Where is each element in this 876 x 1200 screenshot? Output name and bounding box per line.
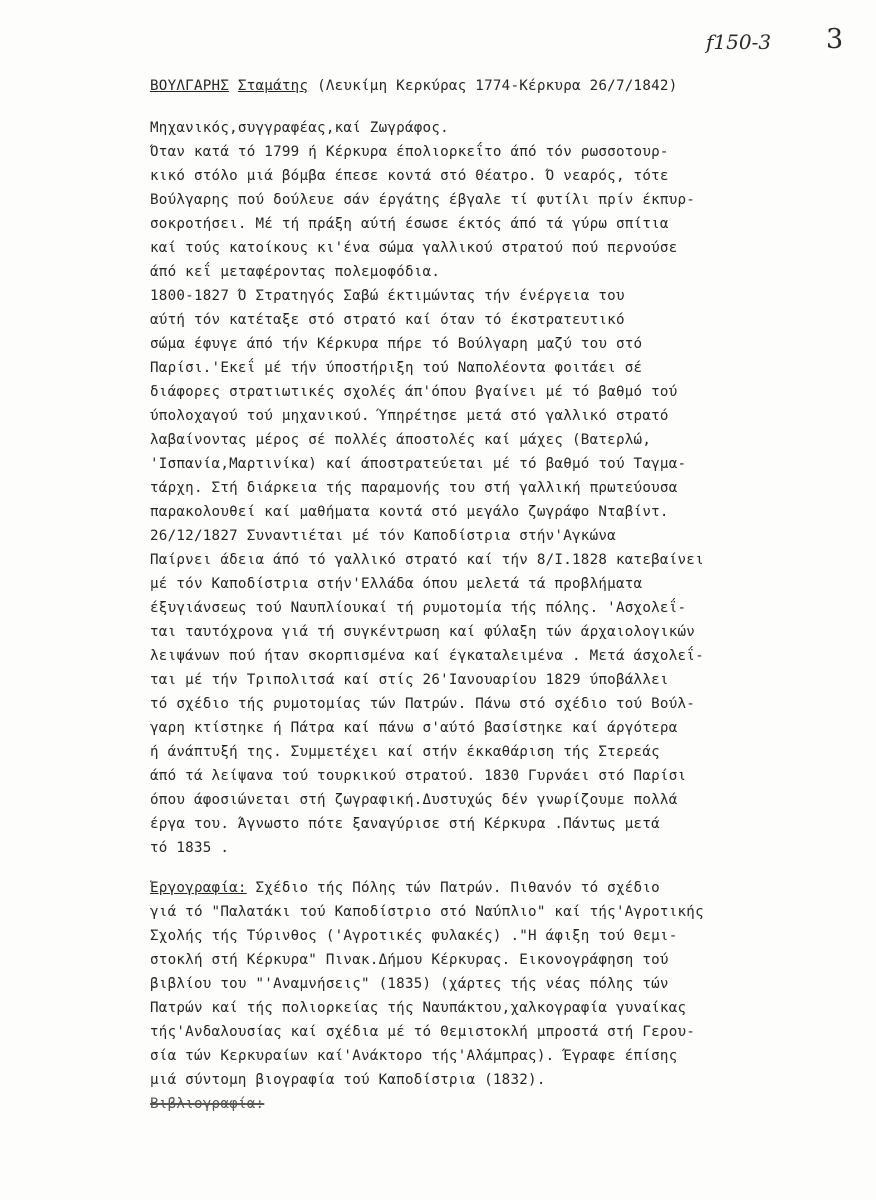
works-line: μιά σύντομη βιογραφία τού Καποδίστρια (1832). (150, 1072, 546, 1088)
entry-given-name: Σταμάτης (237, 78, 309, 94)
bio-line: 26/12/1827 Συναντιέται μέ τόν Καποδίστρια στήν'Αγκώνα (150, 528, 616, 544)
bio-line: έργα του. Άγνωστο πότε ξαναγύρισε στή Κέρκυρα .Πάντως μετά (150, 816, 660, 832)
bio-line: αύτή τόν κατέταξε στό στρατό καί όταν τό έκστρατευτικό (150, 312, 625, 328)
bio-line: ή άνάπτυξή της. Συμμετέχει καί στήν έκκαθάριση τής Στερεάς (150, 744, 660, 760)
entry-title-line (150, 74, 850, 98)
works-line: σία τών Κερκυραίων καί'Ανάκτορο τής'Αλάμπρας). Έγραφε έπίσης (150, 1048, 678, 1064)
bio-line: 'Ισπανία,Μαρτινίκα) καί άποστρατεύεται μέ τό βαθμό τού Ταγμα- (150, 456, 687, 472)
bio-line: παρακολουθεί καί μαθήματα κοντά στό μεγάλο ζωγράφο Νταβίντ. (150, 504, 669, 520)
bio-line: σοκροτήσει. Μέ τή πράξη αύτή έσωσε έκτός άπό τά γύρω σπίτια (150, 216, 669, 232)
bio-line: άπό κεΐ μεταφέροντας πολεμοφόδια. (150, 264, 441, 280)
bio-line: σώμα έφυγε άπό τήν Κέρκυρα πήρε τό Βούλγαρη μαζύ του στό (150, 336, 643, 352)
bio-line: τό 1835 . (150, 840, 230, 856)
bio-line: 1800-1827 Ό Στρατηγός Σαβώ έκτιμώντας τήν ένέργεια του (150, 288, 625, 304)
archive-reference: f150-3 (706, 30, 772, 54)
bio-line: λειψάνων πού ήταν σκορπισμένα καί έγκαταλειμένα . Μετά άσχολεΐ- (150, 648, 704, 664)
bio-line: Παίρνει άδεια άπό τό γαλλικό στρατό καί τήν 8/Ι.1828 κατεβαίνει (150, 552, 704, 568)
bio-line: κικό στόλο μιά βόμβα έπεσε κοντά στό Θέατρο. Ό νεαρός, τότε (150, 168, 669, 184)
entry-roles: Μηχανικός,συγγραφέας,καί Ζωγράφος. (150, 120, 449, 136)
entry-dates: (Λευκίμη Κερκύρας 1774-Κέρκυρα 26/7/1842) (317, 78, 678, 94)
works-first-line (150, 876, 850, 900)
bio-line: όπου άφοσιώνεται στή ζωγραφική.Δυστυχώς δέν γνωρίζουμε πολλά (150, 792, 678, 808)
works-line: Πατρών καί τής πολιορκείας τής Ναυπάκτου,χαλκογραφία γυναίκας (150, 1000, 687, 1016)
works-line-text: Σχέδιο τής Πόλης τών Πατρών. Πιθανόν τό σχέδιο (246, 880, 660, 896)
bio-line: Βούλγαρης πού δούλευε σάν έργάτης έβγαλε τί φυτίλι πρίν έκπυρ- (150, 192, 696, 208)
entry-surname: ΒΟΥΛΓΑΡΗΣ (150, 78, 230, 94)
works-line: τής'Ανδαλουσίας καί σχέδια μέ τό Θεμιστοκλή μπροστά στή Γερου- (150, 1024, 696, 1040)
works-line: στοκλή στή Κέρκυρα" Πινακ.Δήμου Κέρκυρας. Εικονογράφηση τού (150, 952, 669, 968)
works-label: Έργογραφία: (150, 880, 247, 896)
struck-out-line (150, 1092, 850, 1116)
bio-line: ται μέ τήν Τριπολιτσά καί στίς 26'Ιανουαρίου 1829 ύποβάλλει (150, 672, 669, 688)
bio-line: μέ τόν Καποδίστρια στήν'Ελλάδα όπου μελετά τά προβλήματα (150, 576, 643, 592)
bio-line: Παρίσι.'Εκεΐ μέ τήν ύποστήριξη τού Ναπολέοντα φοιτάει σέ (150, 360, 643, 376)
bio-line: τάρχη. Στή διάρκεια τής παραμονής του στή γαλλική πρωτεύουσα (150, 480, 678, 496)
bio-line: διάφορες στρατιωτικές σχολές άπ'όπου βγαίνει μέ τό βαθμό τού (150, 384, 678, 400)
struck-out-text: Βιβλιογραφία: (150, 1096, 265, 1112)
typed-text-body (150, 74, 850, 1116)
bio-line: γαρη κτίστηκε ή Πάτρα καί πάνω σ'αύτό βασίστηκε καί άργότερα (150, 720, 678, 736)
bio-line: ύπολοχαγού τού μηχανικού. Ύπηρέτησε μετά στό γαλλικό στρατό (150, 408, 669, 424)
works-line: βιβλίου του "'Αναμνήσεις" (1835) (χάρτες τής νέας πόλης τών (150, 976, 669, 992)
bio-line: λαβαίνοντας μέρος σέ πολλές άποστολές καί μάχες (Βατερλώ, (150, 432, 652, 448)
bio-line: έξυγιάνσεως τού Ναυπλίουκαί τή ρυμοτομία τής πόλης. 'Ασχολεΐ- (150, 600, 687, 616)
bio-line: Όταν κατά τό 1799 ή Κέρκυρα έπολιορκεΐτο άπό τόν ρωσσοτουρ- (150, 144, 669, 160)
bio-line: τό σχέδιο τής ρυμοτομίας τών Πατρών. Πάνω στό σχέδιο τού Βούλ- (150, 696, 696, 712)
bio-line: ται ταυτόχρονα γιά τή συγκέντρωση καί φύλαξη τών άρχαιολογικών (150, 624, 696, 640)
bio-line: καί τούς κατοίκους κι'ένα σώμα γαλλικού στρατού πού περνούσε (150, 240, 678, 256)
works-line: Σχολής τής Τύρινθος ('Αγροτικές φυλακές) ."Η άφιξη τού Θεμι- (150, 928, 678, 944)
page-number: 3 (826, 24, 844, 55)
works-line: γιά τό "Παλατάκι τού Καποδίστριο στό Ναύπλιο" καί τής'Αγροτικής (150, 904, 704, 920)
bio-line: άπό τά λείψανα τού τουρκικού στρατού. 1830 Γυρνάει στό Παρίσι (150, 768, 687, 784)
